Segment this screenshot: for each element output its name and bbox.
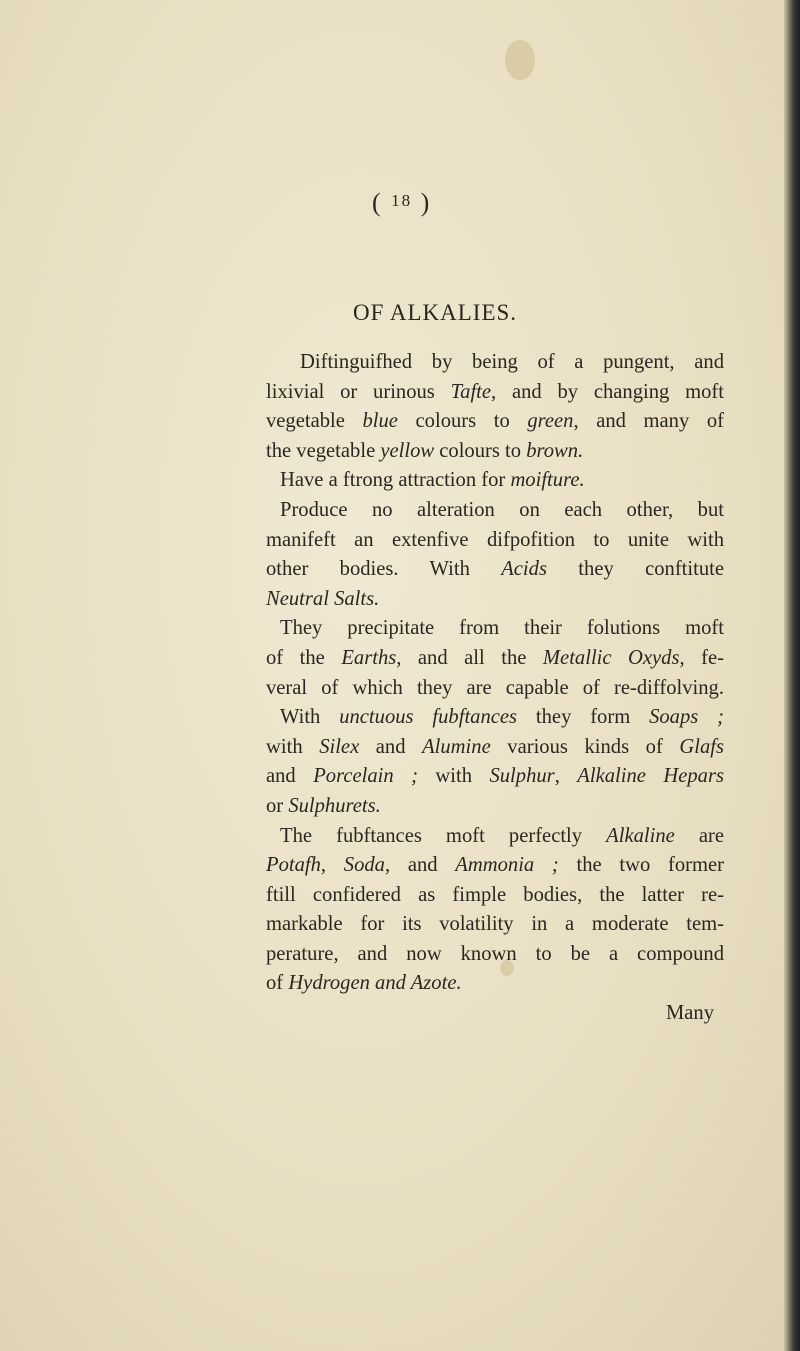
section-title: OF ALKALIES. bbox=[352, 300, 518, 325]
text-segment: and bbox=[359, 735, 423, 758]
text-segment: are bbox=[674, 824, 724, 847]
text-segment: colours to bbox=[434, 439, 527, 462]
italic-text: Ammonia ; bbox=[455, 854, 559, 877]
italic-text: brown. bbox=[526, 439, 584, 462]
text-line bbox=[266, 585, 724, 615]
text-line bbox=[266, 822, 724, 852]
italic-text: Sulphurets. bbox=[288, 794, 381, 817]
text-segment: The fubftances moft perfectly bbox=[280, 824, 607, 847]
text-line bbox=[266, 555, 724, 585]
page-number: ( 18 ) bbox=[372, 188, 432, 217]
text-segment: or bbox=[266, 794, 289, 817]
italic-text: Acids bbox=[501, 558, 547, 581]
text-line bbox=[266, 348, 724, 378]
text-segment: , and all the bbox=[396, 646, 543, 669]
text-line bbox=[266, 466, 724, 496]
italic-text: Porcelain ; bbox=[313, 765, 418, 788]
text-segment: Diftinguifhed by being of a pungent, and bbox=[300, 351, 724, 373]
italic-text: Glafs bbox=[679, 735, 725, 758]
text-segment: , bbox=[320, 854, 344, 877]
italic-text: yellow bbox=[380, 439, 435, 462]
italic-text: Sulphur bbox=[489, 765, 555, 788]
italic-text: Neutral Salts. bbox=[266, 587, 380, 610]
text-segment: They precipitate from their folutions moft bbox=[280, 617, 724, 640]
italic-text: Potafh bbox=[266, 854, 321, 877]
text-line bbox=[266, 644, 724, 674]
text-segment: other bodies. With bbox=[266, 558, 502, 581]
text-segment: , and by changing moft bbox=[491, 380, 724, 403]
text-line bbox=[266, 910, 724, 940]
text-segment: With bbox=[280, 706, 340, 729]
text-line bbox=[266, 733, 724, 763]
text-line bbox=[266, 762, 724, 792]
text-line bbox=[266, 674, 724, 704]
italic-text: Alkaline bbox=[606, 824, 675, 847]
italic-text: unctuous fubftances bbox=[339, 706, 518, 729]
text-segment: colours to bbox=[397, 410, 528, 433]
text-segment: the vegetable bbox=[266, 439, 381, 462]
text-line bbox=[266, 940, 724, 970]
italic-text: Soaps ; bbox=[649, 706, 724, 729]
italic-text: Alkaline Hepars bbox=[577, 765, 724, 788]
text-line bbox=[266, 703, 724, 733]
italic-text: green bbox=[527, 410, 574, 433]
text-segment: various kinds of bbox=[490, 735, 680, 758]
text-segment: manifeft an extenfive difpofition to unite with bbox=[266, 528, 724, 551]
text-segment: lixivial or urinous bbox=[266, 380, 451, 403]
text-segment: , and bbox=[384, 854, 456, 877]
text-segment: vegetable bbox=[266, 410, 363, 433]
page-edge bbox=[784, 0, 800, 1351]
text-segment: , bbox=[554, 765, 578, 788]
text-segment: Produce no alteration on each other, but bbox=[280, 498, 724, 521]
italic-text: Tafte bbox=[450, 380, 492, 403]
italic-text: moifture. bbox=[510, 469, 585, 492]
text-line bbox=[266, 881, 724, 911]
text-segment: perature, and now known to be a compound bbox=[266, 942, 724, 965]
text-segment: with bbox=[266, 735, 320, 758]
italic-text: Alumine bbox=[422, 735, 491, 758]
text-segment: they form bbox=[517, 706, 650, 729]
text-line bbox=[266, 851, 724, 881]
text-line bbox=[266, 792, 724, 822]
italic-text: Hydrogen and Azote. bbox=[288, 972, 462, 995]
body-text bbox=[266, 348, 724, 1029]
text-segment: and bbox=[266, 765, 314, 788]
text-segment: of bbox=[266, 972, 289, 995]
text-segment: Have a ftrong attraction for bbox=[280, 469, 511, 492]
paper-stain bbox=[505, 40, 535, 80]
text-line bbox=[266, 496, 724, 526]
text-segment: with bbox=[417, 765, 490, 788]
text-segment: they conftitute bbox=[546, 558, 724, 581]
text-line bbox=[266, 969, 724, 999]
italic-text: Soda bbox=[343, 854, 385, 877]
text-line bbox=[266, 407, 724, 437]
italic-text: Earths bbox=[341, 646, 397, 669]
italic-text: Metallic Oxyds bbox=[542, 646, 680, 669]
text-segment: ftill confidered as fimple bodies, the latter re- bbox=[266, 883, 724, 906]
text-segment: markable for its volatility in a moderate tem- bbox=[266, 913, 724, 936]
text-line bbox=[266, 526, 724, 556]
text-segment: , fe- bbox=[679, 646, 725, 669]
text-segment: of the bbox=[266, 646, 342, 669]
text-line bbox=[266, 378, 724, 408]
text-segment: the two former bbox=[558, 854, 725, 877]
italic-text: blue bbox=[362, 410, 398, 433]
text-line bbox=[266, 437, 724, 467]
text-segment: veral of which they are capable of re-diffolving. bbox=[266, 676, 724, 699]
catchword: Many bbox=[665, 1002, 714, 1025]
text-line bbox=[266, 614, 724, 644]
italic-text: Silex bbox=[319, 735, 360, 758]
text-segment: , and many of bbox=[573, 410, 724, 433]
